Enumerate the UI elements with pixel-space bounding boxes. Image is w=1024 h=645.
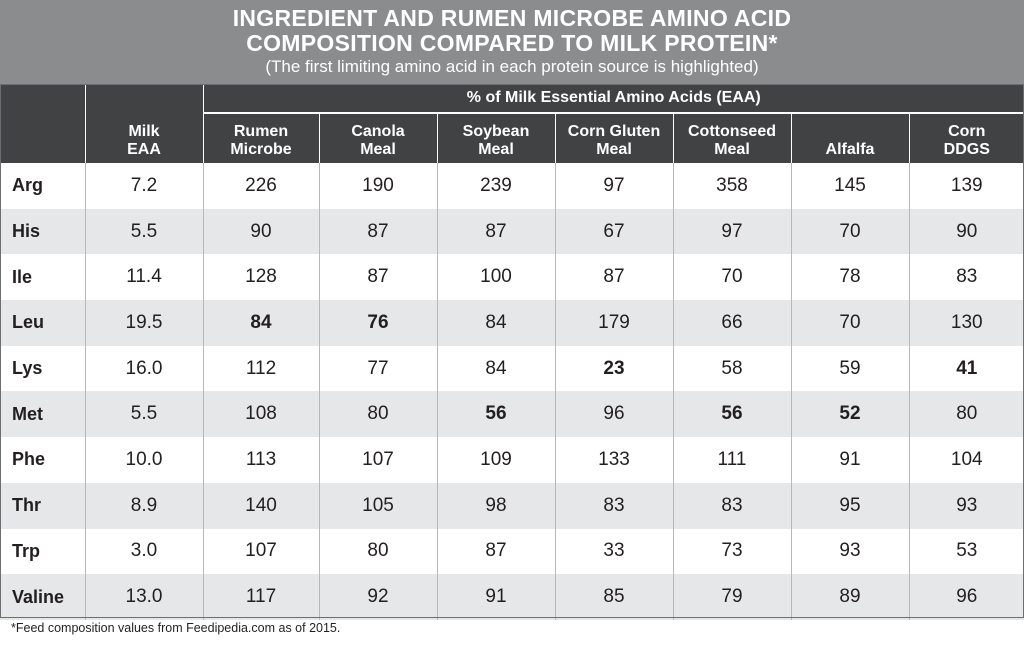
highlighted-value-cell: 52 bbox=[791, 391, 909, 437]
column-header-ddgs bbox=[909, 113, 1024, 163]
value-cell: 91 bbox=[791, 437, 909, 483]
value-cell: 11.4 bbox=[85, 254, 203, 300]
column-header-line2: Microbe bbox=[230, 141, 292, 158]
value-cell: 133 bbox=[555, 437, 673, 483]
column-header-alfalfa bbox=[791, 113, 909, 163]
value-cell: 109 bbox=[437, 437, 555, 483]
value-cell: 73 bbox=[673, 529, 791, 575]
value-cell: 70 bbox=[791, 300, 909, 346]
value-cell: 226 bbox=[203, 163, 319, 209]
value-cell: 79 bbox=[673, 574, 791, 620]
value-cell: 33 bbox=[555, 529, 673, 575]
column-header-line2: Meal bbox=[596, 141, 632, 158]
column-header-microbe bbox=[203, 113, 319, 163]
highlighted-value-cell: 56 bbox=[437, 391, 555, 437]
column-header-line1: Corn Gluten bbox=[567, 123, 661, 140]
row-label-amino-acid: Ile bbox=[0, 254, 85, 300]
row-label-amino-acid: Thr bbox=[0, 483, 85, 529]
column-header-meal bbox=[319, 113, 437, 163]
row-label-amino-acid: Met bbox=[0, 391, 85, 437]
column-header-line2: Meal bbox=[478, 141, 514, 158]
value-cell: 70 bbox=[673, 254, 791, 300]
value-cell: 112 bbox=[203, 346, 319, 392]
value-cell: 139 bbox=[909, 163, 1024, 209]
column-header-line2: Alfalfa bbox=[825, 141, 875, 158]
column-header-line2: Meal bbox=[714, 141, 750, 158]
row-label-amino-acid: Phe bbox=[0, 437, 85, 483]
value-cell: 128 bbox=[203, 254, 319, 300]
corner-header-cell bbox=[0, 84, 85, 163]
column-header-line1: Corn bbox=[948, 123, 986, 140]
amino-acid-table bbox=[0, 84, 1024, 620]
value-cell: 93 bbox=[909, 483, 1024, 529]
value-cell: 5.5 bbox=[85, 391, 203, 437]
column-header-meal bbox=[673, 113, 791, 163]
highlighted-value-cell: 41 bbox=[909, 346, 1024, 392]
value-cell: 91 bbox=[437, 574, 555, 620]
footnote: *Feed composition values from Feedipedia.com as of 2015. bbox=[11, 621, 341, 635]
value-cell: 117 bbox=[203, 574, 319, 620]
value-cell: 130 bbox=[909, 300, 1024, 346]
column-header-line1 bbox=[792, 123, 909, 141]
value-cell: 85 bbox=[555, 574, 673, 620]
value-cell: 108 bbox=[203, 391, 319, 437]
table-row bbox=[0, 574, 1024, 620]
table-row bbox=[0, 391, 1024, 437]
value-cell: 84 bbox=[437, 346, 555, 392]
value-cell: 92 bbox=[319, 574, 437, 620]
column-header-milk-eaa bbox=[85, 84, 203, 163]
column-header-line1: Rumen bbox=[233, 123, 289, 140]
column-header-meal bbox=[555, 113, 673, 163]
value-cell: 80 bbox=[319, 529, 437, 575]
group-header: % of Milk Essential Amino Acids (EAA) bbox=[203, 84, 1024, 113]
value-cell: 3.0 bbox=[85, 529, 203, 575]
value-cell: 107 bbox=[319, 437, 437, 483]
value-cell: 179 bbox=[555, 300, 673, 346]
highlighted-value-cell: 84 bbox=[203, 300, 319, 346]
column-header-line1: Cottonseed bbox=[688, 123, 776, 140]
highlighted-value-cell: 56 bbox=[673, 391, 791, 437]
value-cell: 87 bbox=[437, 529, 555, 575]
value-cell: 84 bbox=[437, 300, 555, 346]
highlighted-value-cell: 23 bbox=[555, 346, 673, 392]
value-cell: 90 bbox=[203, 209, 319, 255]
value-cell: 66 bbox=[673, 300, 791, 346]
value-cell: 89 bbox=[791, 574, 909, 620]
column-header-line2: DDGS bbox=[943, 141, 990, 158]
value-cell: 87 bbox=[555, 254, 673, 300]
value-cell: 93 bbox=[791, 529, 909, 575]
value-cell: 19.5 bbox=[85, 300, 203, 346]
value-cell: 90 bbox=[909, 209, 1024, 255]
value-cell: 58 bbox=[673, 346, 791, 392]
value-cell: 83 bbox=[909, 254, 1024, 300]
column-header-line1: Canola bbox=[351, 123, 405, 140]
value-cell: 145 bbox=[791, 163, 909, 209]
table-row bbox=[0, 483, 1024, 529]
row-label-amino-acid: Arg bbox=[0, 163, 85, 209]
value-cell: 95 bbox=[791, 483, 909, 529]
value-cell: 5.5 bbox=[85, 209, 203, 255]
value-cell: 105 bbox=[319, 483, 437, 529]
title-line-2: COMPOSITION COMPARED TO MILK PROTEIN* bbox=[246, 30, 778, 56]
value-cell: 87 bbox=[319, 254, 437, 300]
value-cell: 78 bbox=[791, 254, 909, 300]
table-row bbox=[0, 163, 1024, 209]
table-row bbox=[0, 529, 1024, 575]
value-cell: 98 bbox=[437, 483, 555, 529]
value-cell: 83 bbox=[555, 483, 673, 529]
row-label-amino-acid: Lys bbox=[0, 346, 85, 392]
value-cell: 67 bbox=[555, 209, 673, 255]
highlighted-value-cell: 76 bbox=[319, 300, 437, 346]
row-label-amino-acid: Trp bbox=[0, 529, 85, 575]
column-header-line1: Milk bbox=[128, 123, 160, 140]
table-row bbox=[0, 254, 1024, 300]
column-header-line2: EAA bbox=[127, 141, 161, 158]
value-cell: 10.0 bbox=[85, 437, 203, 483]
value-cell: 13.0 bbox=[85, 574, 203, 620]
title-line-1: INGREDIENT AND RUMEN MICROBE AMINO ACID bbox=[232, 5, 792, 31]
value-cell: 113 bbox=[203, 437, 319, 483]
value-cell: 87 bbox=[319, 209, 437, 255]
title-banner bbox=[0, 0, 1024, 84]
value-cell: 16.0 bbox=[85, 346, 203, 392]
value-cell: 107 bbox=[203, 529, 319, 575]
column-header-line1: Soybean bbox=[462, 123, 530, 140]
value-cell: 358 bbox=[673, 163, 791, 209]
value-cell: 97 bbox=[673, 209, 791, 255]
value-cell: 96 bbox=[555, 391, 673, 437]
value-cell: 97 bbox=[555, 163, 673, 209]
value-cell: 80 bbox=[909, 391, 1024, 437]
row-label-amino-acid: Valine bbox=[0, 574, 85, 620]
value-cell: 53 bbox=[909, 529, 1024, 575]
value-cell: 70 bbox=[791, 209, 909, 255]
subtitle: (The first limiting amino acid in each protein source is highlighted) bbox=[265, 57, 759, 76]
table-row bbox=[0, 300, 1024, 346]
row-label-amino-acid: His bbox=[0, 209, 85, 255]
value-cell: 80 bbox=[319, 391, 437, 437]
column-header-line2: Meal bbox=[360, 141, 396, 158]
value-cell: 59 bbox=[791, 346, 909, 392]
value-cell: 8.9 bbox=[85, 483, 203, 529]
table-row bbox=[0, 437, 1024, 483]
value-cell: 140 bbox=[203, 483, 319, 529]
value-cell: 7.2 bbox=[85, 163, 203, 209]
value-cell: 239 bbox=[437, 163, 555, 209]
table-row bbox=[0, 346, 1024, 392]
value-cell: 100 bbox=[437, 254, 555, 300]
column-header-meal bbox=[437, 113, 555, 163]
table-row bbox=[0, 209, 1024, 255]
value-cell: 77 bbox=[319, 346, 437, 392]
value-cell: 96 bbox=[909, 574, 1024, 620]
value-cell: 190 bbox=[319, 163, 437, 209]
value-cell: 87 bbox=[437, 209, 555, 255]
value-cell: 111 bbox=[673, 437, 791, 483]
value-cell: 83 bbox=[673, 483, 791, 529]
row-label-amino-acid: Leu bbox=[0, 300, 85, 346]
value-cell: 104 bbox=[909, 437, 1024, 483]
